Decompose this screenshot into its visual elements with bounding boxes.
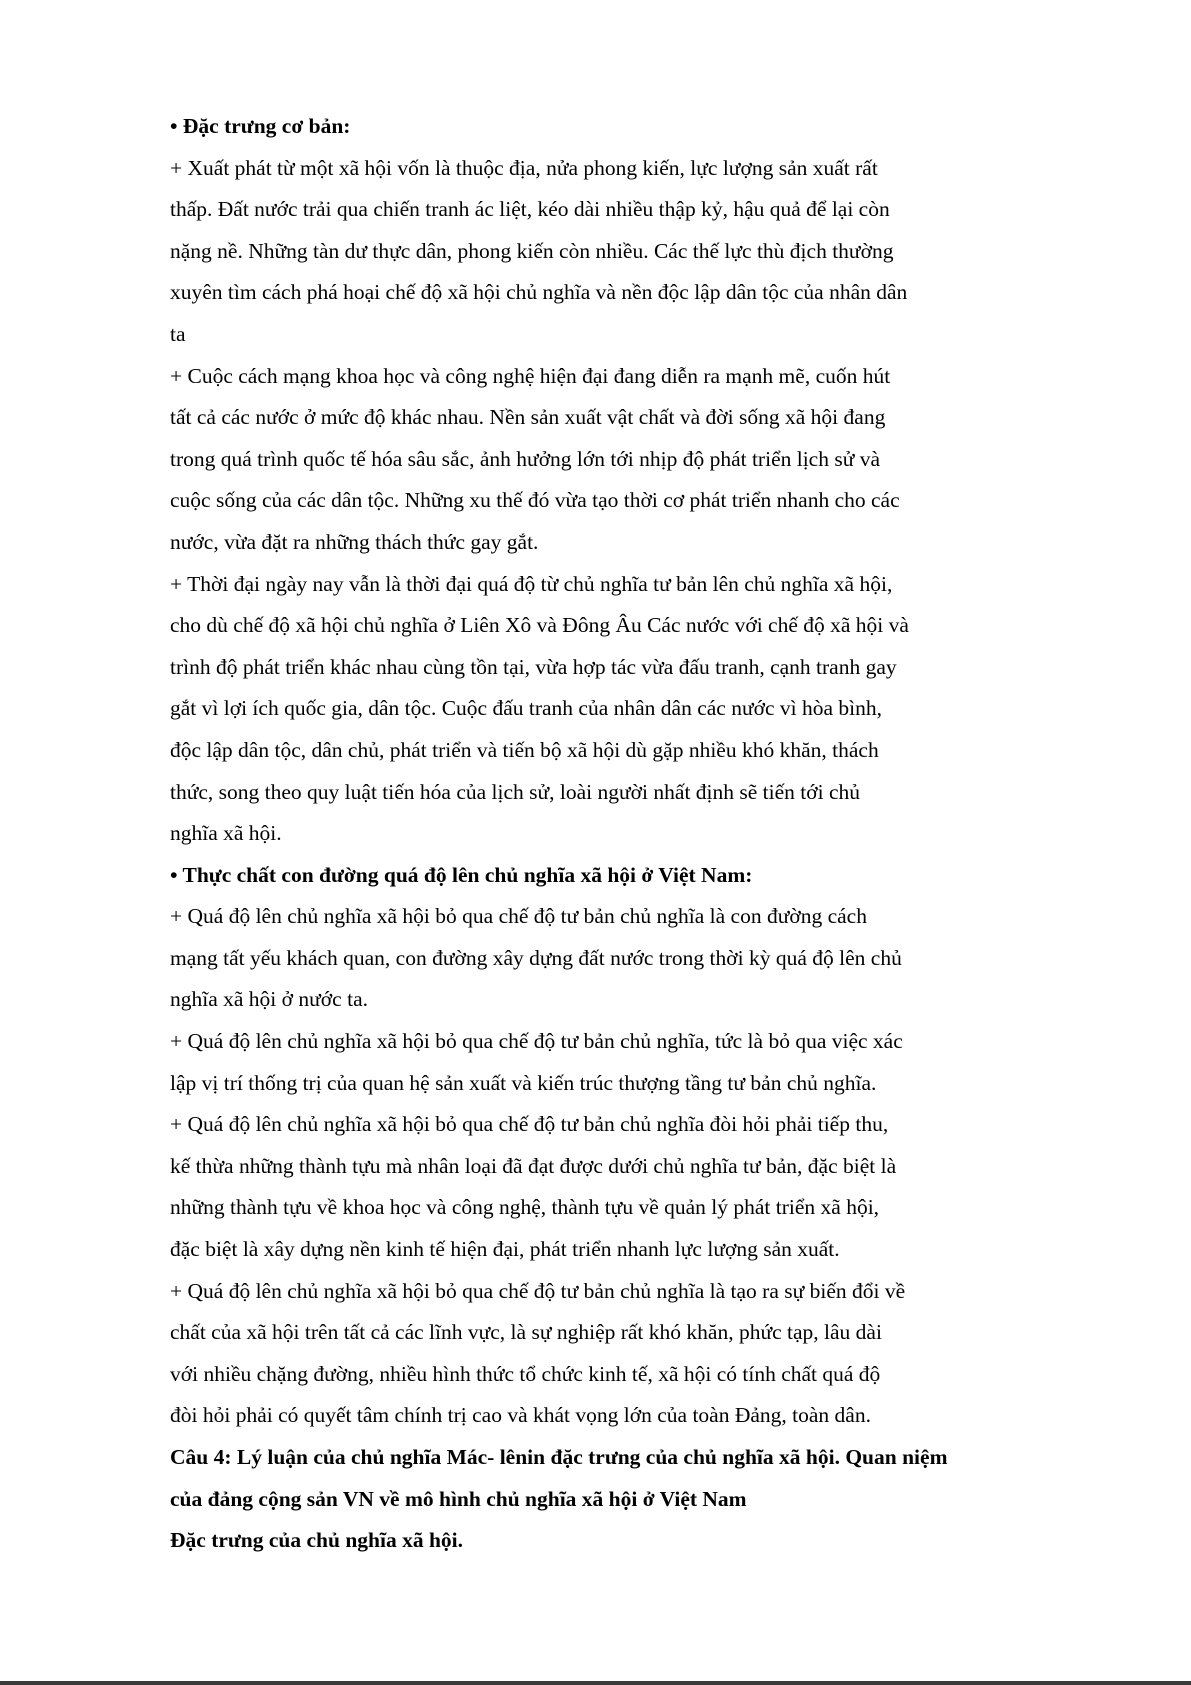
text-line: thức, song theo quy luật tiến hóa của lịch sử, loài người nhất định sẽ tiến tới chủ bbox=[170, 779, 861, 804]
text-line: lập vị trí thống trị của quan hệ sản xuất và kiến trúc thượng tầng tư bản chủ nghĩa. bbox=[170, 1070, 877, 1095]
text-line: kế thừa những thành tựu mà nhân loại đã đạt được dưới chủ nghĩa tư bản, đặc biệt là bbox=[170, 1153, 897, 1178]
text-line: trong quá trình quốc tế hóa sâu sắc, ảnh hưởng lớn tới nhịp độ phát triển lịch sử và bbox=[170, 446, 881, 471]
text-line: + Xuất phát từ một xã hội vốn là thuộc địa, nửa phong kiến, lực lượng sản xuất rất bbox=[170, 155, 878, 180]
text-line: + Cuộc cách mạng khoa học và công nghệ hiện đại đang diễn ra mạnh mẽ, cuốn hút bbox=[170, 363, 891, 388]
heading-line: Đặc trưng của chủ nghĩa xã hội. bbox=[170, 1528, 464, 1553]
page-bottom-edge bbox=[0, 1681, 1191, 1685]
heading-line: • Đặc trưng cơ bản: bbox=[170, 114, 351, 138]
text-line: mạng tất yếu khách quan, con đường xây dựng đất nước trong thời kỳ quá độ lên chủ bbox=[170, 945, 902, 970]
heading-line: Câu 4: Lý luận của chủ nghĩa Mác- lênin đặc trưng của chủ nghĩa xã hội. Quan niệm bbox=[170, 1445, 948, 1469]
text-line: xuyên tìm cách phá hoại chế độ xã hội chủ nghĩa và nền độc lập dân tộc của nhân dân bbox=[170, 280, 908, 305]
text-line: ta bbox=[170, 321, 186, 346]
text-line: trình độ phát triển khác nhau cùng tồn tại, vừa hợp tác vừa đấu tranh, cạnh tranh gay bbox=[170, 654, 897, 679]
text-line: đặc biệt là xây dựng nền kinh tế hiện đại, phát triển nhanh lực lượng sản xuất. bbox=[170, 1237, 840, 1262]
heading-line: • Thực chất con đường quá độ lên chủ nghĩa xã hội ở Việt Nam: bbox=[170, 862, 753, 887]
text-line: cho dù chế độ xã hội chủ nghĩa ở Liên Xô và Đông Âu Các nước với chế độ xã hội và bbox=[170, 613, 909, 638]
text-line: với nhiều chặng đường, nhiều hình thức tổ chức kinh tế, xã hội có tính chất quá độ bbox=[170, 1361, 881, 1386]
text-line: + Quá độ lên chủ nghĩa xã hội bỏ qua chế độ tư bản chủ nghĩa là con đường cách bbox=[170, 904, 867, 929]
text-line: cuộc sống của các dân tộc. Những xu thế đó vừa tạo thời cơ phát triển nhanh cho các bbox=[170, 488, 900, 513]
document-body bbox=[170, 106, 1050, 1562]
text-line: thấp. Đất nước trải qua chiến tranh ác liệt, kéo dài nhiều thập kỷ, hậu quả để lại còn bbox=[170, 197, 890, 222]
text-line: nghĩa xã hội ở nước ta. bbox=[170, 987, 368, 1012]
text-line: độc lập dân tộc, dân chủ, phát triển và tiến bộ xã hội dù gặp nhiều khó khăn, thách bbox=[170, 737, 879, 762]
text-line: đòi hỏi phải có quyết tâm chính trị cao và khát vọng lớn của toàn Đảng, toàn dân. bbox=[170, 1403, 871, 1428]
text-line: tất cả các nước ở mức độ khác nhau. Nền sản xuất vật chất và đời sống xã hội đang bbox=[170, 405, 886, 430]
document-page bbox=[170, 106, 1050, 1562]
text-line: nước, vừa đặt ra những thách thức gay gắt. bbox=[170, 529, 539, 554]
text-line: + Quá độ lên chủ nghĩa xã hội bỏ qua chế độ tư bản chủ nghĩa là tạo ra sự biến đổi về bbox=[170, 1278, 906, 1303]
text-line: những thành tựu về khoa học và công nghệ, thành tựu về quản lý phát triển xã hội, bbox=[170, 1195, 880, 1220]
text-line: + Quá độ lên chủ nghĩa xã hội bỏ qua chế độ tư bản chủ nghĩa đòi hỏi phải tiếp thu, bbox=[170, 1112, 889, 1137]
text-line: nghĩa xã hội. bbox=[170, 821, 282, 846]
text-line: gắt vì lợi ích quốc gia, dân tộc. Cuộc đấu tranh của nhân dân các nước vì hòa bình, bbox=[170, 696, 883, 721]
heading-line: của đảng cộng sản VN về mô hình chủ nghĩa xã hội ở Việt Nam bbox=[170, 1486, 747, 1511]
text-line: chất của xã hội trên tất cả các lĩnh vực, là sự nghiệp rất khó khăn, phức tạp, lâu dài bbox=[170, 1320, 882, 1345]
text-line: + Thời đại ngày nay vẫn là thời đại quá độ từ chủ nghĩa tư bản lên chủ nghĩa xã hội, bbox=[170, 571, 893, 596]
text-line: nặng nề. Những tàn dư thực dân, phong kiến còn nhiều. Các thế lực thù địch thường bbox=[170, 238, 894, 263]
text-line: + Quá độ lên chủ nghĩa xã hội bỏ qua chế độ tư bản chủ nghĩa, tức là bỏ qua việc xác bbox=[170, 1029, 903, 1054]
